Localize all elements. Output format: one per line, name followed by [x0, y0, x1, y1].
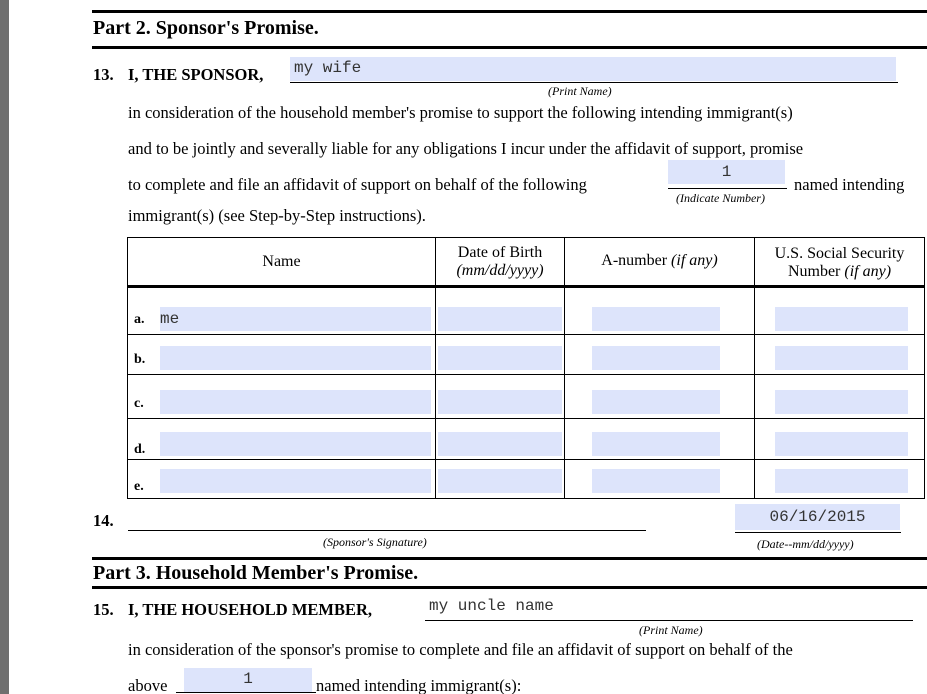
immigrant-name-field-a[interactable]: me — [160, 307, 431, 331]
immigrant-anumber-field-c[interactable] — [592, 390, 720, 414]
sponsor-date-line — [735, 532, 901, 533]
immigrant-name-field-d[interactable] — [160, 432, 431, 456]
immigrant-anumber-field-a[interactable] — [592, 307, 720, 331]
table-row-divider — [127, 418, 925, 419]
col-header-anumber-sub: (if any) — [671, 252, 718, 269]
table-row-divider — [127, 459, 925, 460]
row-label-b: b. — [134, 352, 146, 367]
immigrant-name-field-b[interactable] — [160, 346, 431, 370]
item13-label: I, THE SPONSOR, — [128, 65, 264, 84]
immigrant-ssn-field-a[interactable] — [775, 307, 908, 331]
print-name-caption-15: (Print Name) — [639, 623, 703, 637]
sponsor-signature-caption: (Sponsor's Signature) — [323, 535, 427, 549]
table-row-divider — [127, 374, 925, 375]
item15-line2-start: above — [128, 676, 168, 694]
above-number-field[interactable]: 1 — [184, 668, 312, 692]
item15-line1: in consideration of the sponsor's promise to complete and file an affidavit of support on behalf of the — [128, 640, 793, 659]
immigrant-dob-field-d[interactable] — [438, 432, 562, 456]
immigrant-ssn-field-d[interactable] — [775, 432, 908, 456]
col-header-name: Name — [262, 253, 301, 270]
household-member-name-line — [425, 620, 913, 621]
col-header-dob-main: Date of Birth — [457, 244, 543, 261]
sponsor-name-field[interactable]: my wife — [290, 57, 896, 81]
immigrant-dob-field-b[interactable] — [438, 346, 562, 370]
form-page — [9, 0, 927, 694]
item13-line1: in consideration of the household member's promise to support the following intending immigrant(s) — [128, 103, 793, 122]
table-top-border — [127, 237, 925, 238]
row-label-a: a. — [134, 312, 145, 327]
immigrant-name-field-e[interactable] — [160, 469, 431, 493]
immigrant-ssn-field-b[interactable] — [775, 346, 908, 370]
part3-top-rule — [92, 557, 927, 560]
col-header-anumber — [565, 252, 754, 270]
item13-line4: immigrant(s) (see Step-by-Step instructions). — [128, 206, 426, 225]
print-name-caption: (Print Name) — [548, 84, 612, 98]
intending-number-field[interactable]: 1 — [668, 160, 785, 184]
item15-number: 15. — [93, 600, 114, 619]
sponsor-name-line — [290, 82, 898, 83]
household-member-name-field[interactable]: my uncle name — [429, 597, 554, 615]
col-header-dob-sub: (mm/dd/yyyy) — [456, 262, 544, 279]
immigrant-ssn-field-e[interactable] — [775, 469, 908, 493]
immigrant-dob-field-a[interactable] — [438, 307, 562, 331]
immigrant-dob-field-c[interactable] — [438, 390, 562, 414]
row-label-d: d. — [134, 442, 146, 457]
item13-line3-end: named intending — [794, 175, 905, 194]
table-col-border — [127, 237, 128, 499]
immigrant-anumber-field-b[interactable] — [592, 346, 720, 370]
part3-bottom-rule — [92, 586, 927, 589]
table-row-divider — [127, 334, 925, 335]
immigrant-dob-field-e[interactable] — [438, 469, 562, 493]
item15-line2-end: named intending immigrant(s): — [316, 676, 522, 694]
col-header-dob — [436, 244, 564, 280]
part3-heading: Part 3. Household Member's Promise. — [93, 562, 419, 584]
col-header-ssn-sub2: (if any) — [844, 263, 892, 280]
sponsor-signature-line[interactable] — [128, 530, 646, 531]
table-col-border — [564, 237, 565, 499]
item15-label: I, THE HOUSEHOLD MEMBER, — [128, 600, 373, 619]
part2-top-rule — [92, 10, 927, 13]
immigrant-anumber-field-e[interactable] — [592, 469, 720, 493]
col-header-ssn-line2 — [755, 263, 924, 281]
row-label-e: e. — [134, 479, 144, 494]
table-bottom-border — [127, 498, 925, 499]
intending-number-line — [668, 188, 787, 189]
table-header-rule — [127, 285, 925, 288]
item13-line2: and to be jointly and severally liable for any obligations I incur under the affidavit of support, promise — [128, 139, 804, 158]
col-header-ssn-main: U.S. Social Security — [774, 245, 905, 262]
sponsor-date-caption: (Date--mm/dd/yyyy) — [757, 537, 854, 551]
immigrant-anumber-field-d[interactable] — [592, 432, 720, 456]
col-header-ssn — [755, 245, 924, 281]
indicate-number-caption: (Indicate Number) — [676, 191, 765, 205]
item13-number: 13. — [93, 65, 114, 84]
row-label-c: c. — [134, 396, 144, 411]
part2-bottom-rule — [92, 46, 927, 49]
table-col-border — [924, 237, 925, 499]
immigrant-ssn-field-c[interactable] — [775, 390, 908, 414]
item14-number: 14. — [93, 511, 114, 530]
col-header-ssn-sub1: Number — [787, 263, 841, 280]
item13-line3: to complete and file an affidavit of support on behalf of the following — [128, 175, 587, 194]
above-number-line — [176, 692, 316, 693]
col-header-anumber-main: A-number — [601, 252, 668, 269]
immigrant-name-field-c[interactable] — [160, 390, 431, 414]
sponsor-date-field[interactable]: 06/16/2015 — [735, 504, 900, 530]
part2-heading: Part 2. Sponsor's Promise. — [93, 17, 319, 39]
